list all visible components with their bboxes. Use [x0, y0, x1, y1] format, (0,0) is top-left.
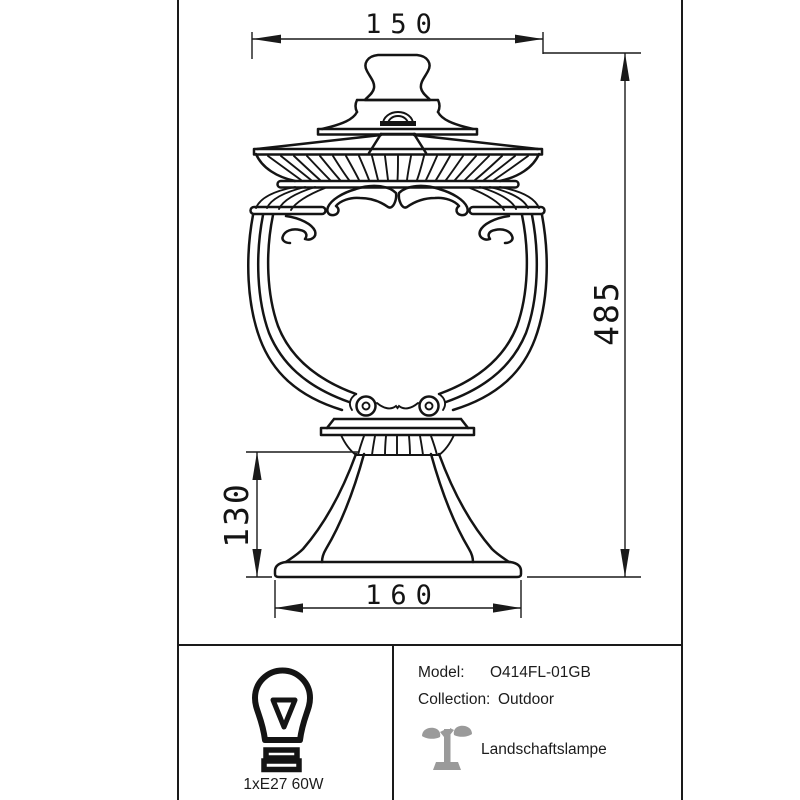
dimension-485-label: 485	[587, 280, 626, 346]
dimension-130	[217, 452, 358, 577]
model-label: Model:	[418, 664, 465, 681]
collection-value: Outdoor	[498, 691, 555, 708]
dimension-150-label: 150	[365, 9, 441, 40]
border-left	[177, 0, 179, 800]
border-right	[681, 0, 683, 800]
dimension-160-label: 160	[365, 580, 441, 611]
dimension-485	[527, 53, 641, 577]
bulb-spec-label: 1xE27 60W	[243, 776, 324, 793]
collection-label: Collection:	[418, 691, 491, 708]
bulb-icon	[238, 663, 328, 773]
model-value: O414FL-01GB	[490, 664, 591, 681]
landscape-lamp-icon	[420, 723, 474, 773]
dimension-130-label: 130	[217, 482, 256, 548]
category-label: Landschaftslampe	[481, 741, 607, 758]
panel-top-divider	[177, 644, 683, 646]
dimension-160	[275, 580, 521, 618]
dimension-150	[252, 9, 543, 59]
panel-vertical-divider	[392, 644, 394, 800]
